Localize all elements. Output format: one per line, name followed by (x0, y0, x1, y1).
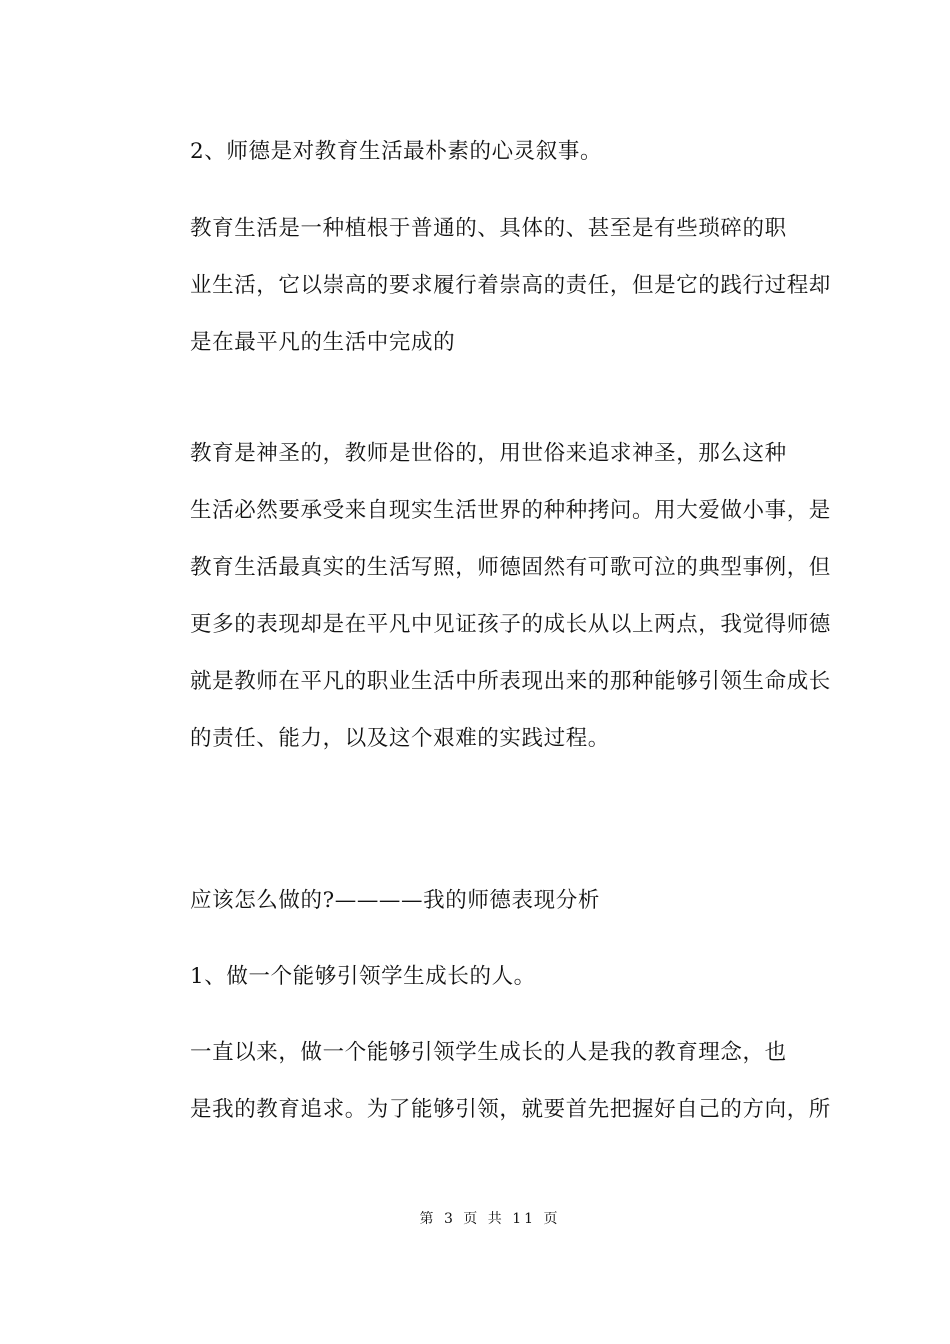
paragraph-3 (145, 1024, 831, 1138)
text-line: 1、做一个能够引领学生成长的人。 (190, 964, 536, 989)
text-line: 是我的教育追求。为了能够引领，就要首先把握好自己的方向，所 (190, 1097, 831, 1122)
text-line: 教育是神圣的，教师是世俗的，用世俗来追求神圣，那么这种 (190, 441, 787, 466)
text-line: 教育生活最真实的生活写照，师德固然有可歌可泣的典型事例，但 (190, 555, 831, 580)
text-line: 是在最平凡的生活中完成的 (190, 330, 456, 355)
paragraph-heading-2 (145, 872, 811, 929)
paragraph-heading-3 (145, 948, 811, 1005)
text-line: 就是教师在平凡的职业生活中所表现出来的那种能够引领生命成长 (190, 669, 831, 694)
text-line: 生活必然要承受来自现实生活世界的种种拷问。用大爱做小事，是 (190, 498, 831, 523)
text-line: 业生活，它以崇高的要求履行着崇高的责任，但是它的践行过程却 (190, 273, 831, 298)
text-line: 2、师德是对教育生活最朴素的心灵叙事。 (190, 139, 603, 164)
text-line: 教育生活是一种植根于普通的、具体的、甚至是有些琐碎的职 (190, 216, 787, 241)
text-line: 一直以来，做一个能够引领学生成长的人是我的教育理念，也 (190, 1040, 787, 1065)
paragraph-1 (145, 200, 831, 371)
text-line: 应该怎么做的?————我的师德表现分析 (190, 888, 600, 913)
paragraph-heading-1 (145, 123, 811, 180)
page-number-footer: 第 3 页 共 11 页 (419, 1211, 561, 1227)
text-line: 的责任、能力，以及这个艰难的实践过程。 (190, 726, 610, 751)
paragraph-2 (145, 425, 831, 767)
text-line: 更多的表现却是在平凡中见证孩子的成长从以上两点，我觉得师德 (190, 612, 831, 637)
